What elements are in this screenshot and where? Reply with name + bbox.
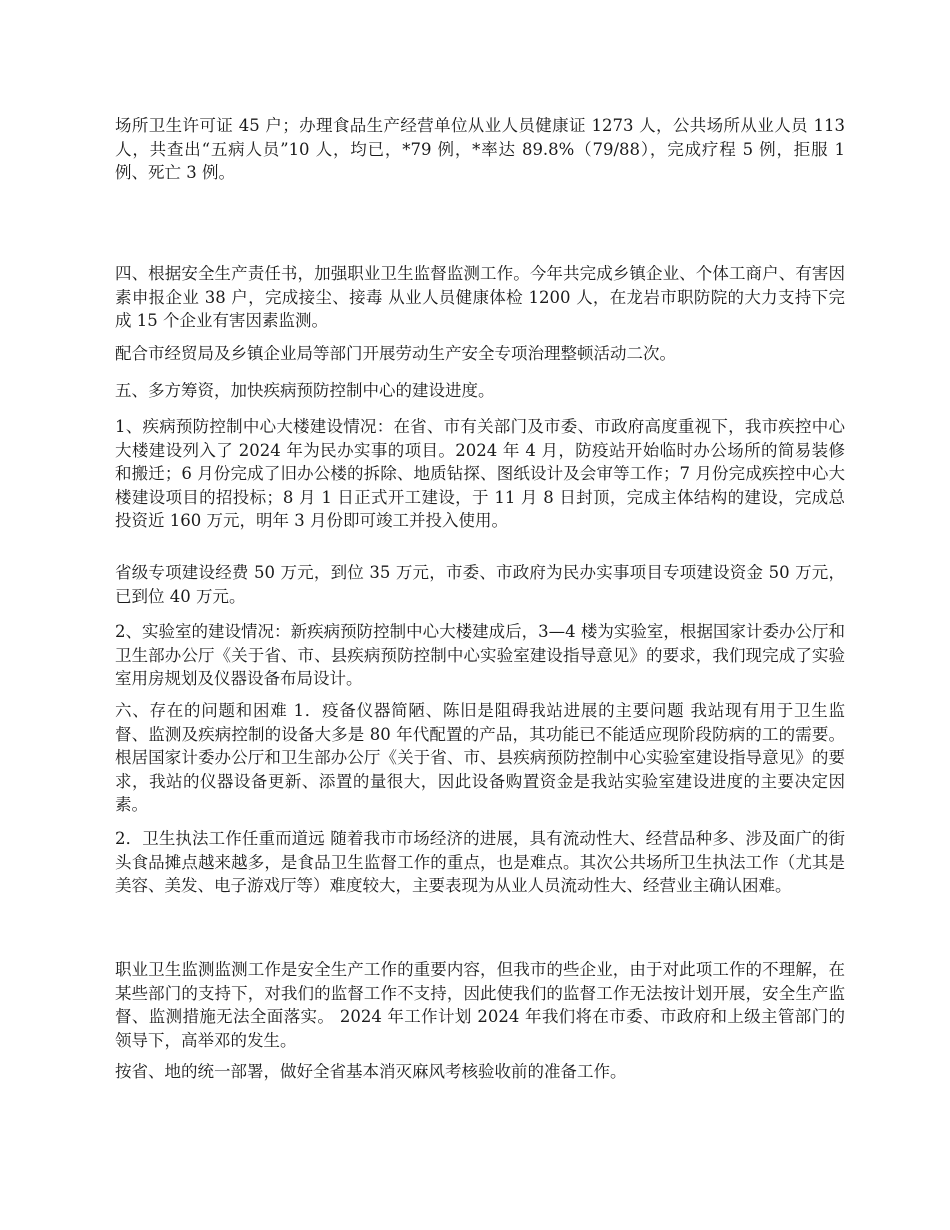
- paragraph-cdc-building: 1、疾病预防控制中心大楼建设情况：在省、市有关部门及市委、市政府高度重视下，我市疾控中心大楼建设列入了 2024 年为民办实事的项目。2024 年 4 月，防疫站开始临时办公场所的简易装修和搬迁；6 月份完成了旧办公楼的拆除、地质钻探、图纸设计及会审等工作；7 月份完成疾控中心大楼建设项目的招投标；8 月 1 日正式开工建设，于 11 月 8 日封顶，完成主体结构的建设，完成总投资近 160 万元，明年 3 月份即可竣工并投入使用。: [115, 417, 845, 530]
- paragraph-occupational-health: 四、根据安全生产责任书，加强职业卫生监督监测工作。今年共完成乡镇企业、个体工商户、有害因素申报企业 38 户，完成接尘、接毒 从业人员健康体检 1200 人，在龙岩市职防院的大力支持下完成 15 个企业有害因素监测。: [115, 264, 845, 330]
- paragraph-section-five-heading: 五、多方筹资，加快疾病预防控制中心的建设进度。: [115, 381, 495, 400]
- paragraph-leprosy-plan: 按省、地的统一部署，做好全省基本消灭麻风考核验收前的准备工作。: [115, 1062, 627, 1081]
- paragraph-public-place-health: 场所卫生许可证 45 户；办理食品生产经营单位从业人员健康证 1273 人，公共场所从业人员 113 人，共查出“五病人员”10 人，均已，*79 例，*率达 89.8%（79/88），完成疗程 5 例，拒服 1 例、死亡 3 例。: [115, 116, 845, 182]
- paragraph-occupational-monitoring: 职业卫生监测监测工作是安全生产工作的重要内容，但我市的些企业，由于对此项工作的不理解，在某些部门的支持下，对我们的监督工作不支持，因此使我们的监督工作无法按计划开展，安全生产监督、监测措施无法全面落实。 2024 年工作计划 2024 年我们将在市委、市政府和上级主管部门的领导下，高举邓的发生。: [115, 960, 845, 1050]
- paragraph-health-law-enforcement: 2．卫生执法工作任重而道远 随着我市市场经济的进展，具有流动性大、经营品种多、涉及面广的街头食品摊点越来越多，是食品卫生监督工作的重点，也是难点。其次公共场所卫生执法工作（尤其是美容、美发、电子游戏厅等）难度较大，主要表现为从业人员流动性大、经营业主确认困难。: [115, 829, 845, 895]
- paragraph-labor-safety: 配合市经贸局及乡镇企业局等部门开展劳动生产安全专项治理整顿活动二次。: [115, 344, 676, 363]
- paragraph-construction-funds: 省级专项建设经费 50 万元，到位 35 万元，市委、市政府为民办实事项目专项建设资金 50 万元，已到位 40 万元。: [115, 563, 845, 606]
- paragraph-laboratory: 2、实验室的建设情况：新疾病预防控制中心大楼建成后，3—4 楼为实验室，根据国家计委办公厅和卫生部办公厅《关于省、市、县疾病预防控制中心实验室建设指导意见》的要求，我们现完成了实验室用房规划及仪器设备布局设计。: [115, 622, 845, 688]
- paragraph-problems-equipment: 六、存在的问题和困难 1．疫备仪器简陋、陈旧是阻碍我站进展的主要问题 我站现有用于卫生监督、监测及疾病控制的设备大多是 80 年代配置的产品，其功能已不能适应现阶段防病的工的需要。根居国家计委办公厅和卫生部办公厅《关于省、市、县疾病预防控制中心实验室建设指导意见》的要求，我站的仪器设备更新、添置的量很大，因此设备购置资金是我站实验室建设进度的主要决定因素。: [115, 701, 845, 814]
